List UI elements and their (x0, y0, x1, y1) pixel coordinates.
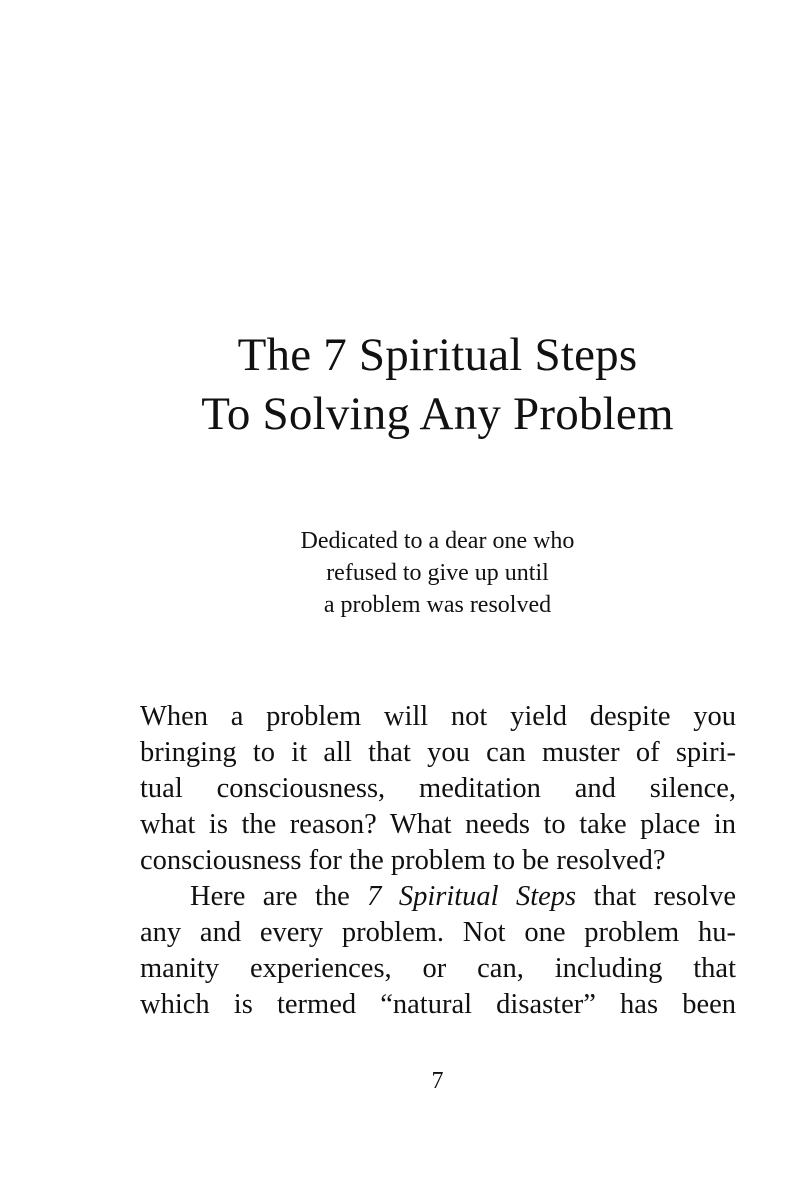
paragraph-1-line-4: what is the reason? What needs to take place in (140, 809, 736, 840)
body-text (140, 699, 736, 1023)
page-number: 7 (431, 1068, 444, 1094)
dedication-line-1: Dedicated to a dear one who (300, 528, 575, 554)
paragraph-2-line-1 (140, 879, 736, 915)
paragraph-2-line-3: manity experiences, or can, including that (140, 953, 736, 984)
page-title (0, 326, 800, 444)
paragraph-2-line-2: any and every problem. Not one problem hu- (140, 917, 736, 948)
dedication-line-3: a problem was resolved (323, 592, 552, 618)
title-line-1: The 7 Spiritual Steps (237, 329, 638, 381)
paragraph-1-line-5: consciousness for the problem to be resolved? (140, 845, 666, 876)
paragraph-1-line-3: tual consciousness, meditation and silence, (140, 773, 736, 804)
paragraph-2-line-4: which is termed “natural disaster” has been (140, 989, 736, 1020)
paragraph-2-line-1-end: that resolve (576, 881, 736, 912)
title-line-2: To Solving Any Problem (201, 388, 674, 440)
dedication (0, 525, 800, 621)
paragraph-2-line-1-start: Here are the (190, 881, 368, 912)
book-title-italic: 7 Spiritual Steps (367, 881, 577, 912)
dedication-line-2: refused to give up until (326, 560, 549, 586)
paragraph-1-line-2: bringing to it all that you can muster of spiri- (140, 737, 736, 768)
paragraph-1-line-1: When a problem will not yield despite you (140, 701, 736, 732)
